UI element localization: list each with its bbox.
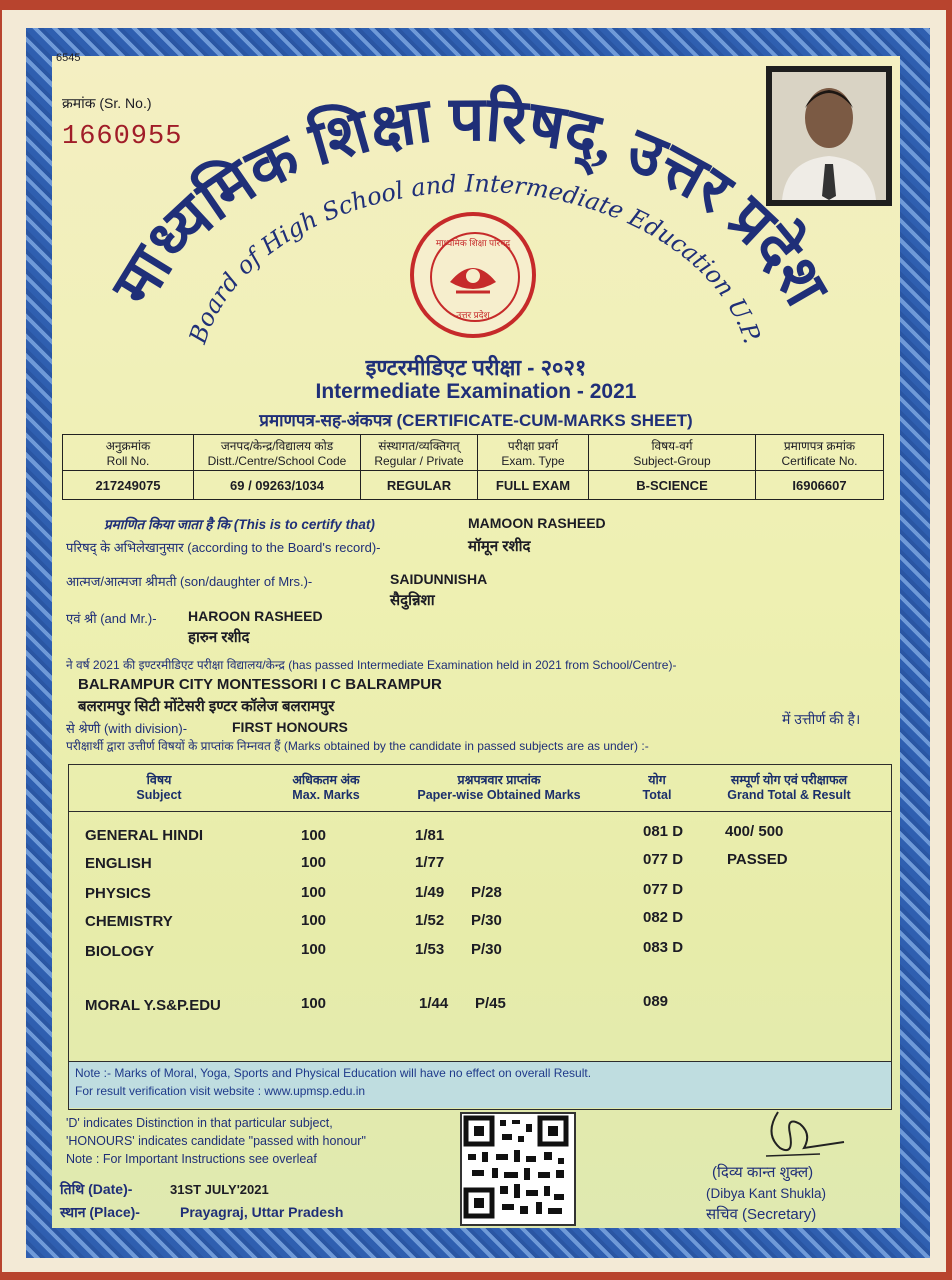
corner-code: 6545 [56,52,81,64]
header-max-marks: अधिकतम अंक Max. Marks [292,773,360,802]
info-table [62,434,884,500]
candidate-name-en: MAMOON RASHEED [468,515,606,531]
paper1-cell: 1/77 [415,854,445,871]
note-band [69,1061,891,1108]
exam-english-title: Intermediate Examination - 2021 [315,380,637,403]
info-header-row [63,435,884,471]
father-name-en: HAROON RASHEED [188,608,323,624]
total-cell: 083 D [643,939,684,956]
secretary-name-hi: (दिव्य कान्त शुक्ल) [712,1164,814,1181]
header-subject-group: विषय-वर्ग Subject-Group [589,435,756,471]
header-grand-total: सम्पूर्ण योग एवं परीक्षाफल Grand Total & Result [727,773,851,802]
father-label: एवं श्री (and Mr.)- [66,611,157,626]
secretary-designation: सचिव (Secretary) [706,1206,817,1223]
division: FIRST HONOURS [232,719,348,735]
total-cell: 082 D [643,909,684,926]
subject-group: B-SCIENCE [589,471,756,500]
mother-name-hi: सैदुन्निशा [390,592,435,609]
result: PASSED [727,851,788,868]
legend-instructions: Note : For Important Instructions see overleaf [66,1152,317,1166]
certificate-no: I6906607 [756,471,884,500]
marks-table [68,764,892,1110]
header-subject: विषय Subject [136,773,182,802]
total-cell: 081 D [643,823,684,840]
record-label: परिषद् के अभिलेखानुसार (according to the Board's record)- [66,540,381,555]
total-cell: 077 D [643,851,684,868]
subject-cell: MORAL Y.S&P.EDU [85,997,221,1014]
paper1-cell: 1/53 [415,941,445,958]
info-value-row [63,471,884,500]
issue-date: 31ST JULY'2021 [170,1182,269,1197]
mother-label: आत्मज/आत्मजा श्रीमती (son/daughter of Mrs.)- [66,574,313,589]
subject-cell: ENGLISH [85,855,152,872]
marks-header [69,765,891,812]
max-cell: 100 [301,941,327,958]
board-english-title: Board of High School and Intermediate Education U.P. [183,169,767,347]
header-paper-marks: प्रश्नपत्रवार प्राप्तांक Paper-wise Obtained Marks [417,773,581,802]
secretary-name-en: (Dibya Kant Shukla) [706,1186,827,1201]
serial-number: 1660955 [62,122,183,152]
emblem-icon [446,252,500,302]
max-cell: 100 [301,912,327,929]
total-cell: 089 [643,993,669,1010]
verification-note: For result verification visit website : www.upmsp.edu.in [75,1084,366,1098]
seal-bottom-text: उत्तर प्रदेश [456,310,490,320]
school-code: 69 / 09263/1034 [194,471,361,500]
header-roll: अनुक्रमांक Roll No. [63,435,194,471]
board-seal [410,212,536,338]
subject-cell: PHYSICS [85,885,151,902]
max-cell: 100 [301,995,327,1012]
serial-label: क्रमांक (Sr. No.) [62,95,152,111]
paper2-cell: P/30 [471,941,502,958]
exam-type: FULL EXAM [478,471,589,500]
regular-private: REGULAR [361,471,478,500]
father-name-hi: हारुन रशीद [188,629,250,646]
marks-line: परीक्षार्थी द्वारा उत्तीर्ण विषयों के प्राप्तांक निम्नवत हैं (Marks obtained by the candidate in passed subjects are as under) :- [66,739,649,753]
signature [760,1104,850,1164]
paper2-cell: P/30 [471,912,502,929]
certify-label: प्रमाणित किया जाता है कि (This is to certify that) [104,517,375,532]
passed-line: ने वर्ष 2021 की इण्टरमीडिएट परीक्षा विद्यालय/केन्द्र (has passed Intermediate Examination held in 2021 from School/Centre)- [66,658,677,672]
seal-top-text: माध्यमिक शिक्षा परिषद् [435,238,511,248]
place-label: स्थान (Place)- [60,1204,140,1220]
header-certificate-no: प्रमाणपत्र क्रमांक Certificate No. [756,435,884,471]
paper1-cell: 1/49 [415,884,445,901]
qr-code [460,1112,576,1226]
division-label: से श्रेणी (with division)- [66,721,188,736]
total-cell: 077 D [643,881,684,898]
exam-hindi-title: इण्टरमीडिएट परीक्षा - २०२१ [365,355,587,380]
max-cell: 100 [301,827,327,844]
date-label: तिथि (Date)- [60,1181,133,1197]
paper2-cell: P/28 [471,884,502,901]
paper1-cell: 1/52 [415,912,445,929]
header-code: जनपद/केन्द्र/विद्यालय कोड Distt./Centre/School Code [194,435,361,471]
legend-honours: 'HONOURS' indicates candidate "passed with honour" [66,1134,366,1148]
mother-name-en: SAIDUNNISHA [390,571,488,587]
subject-cell: BIOLOGY [85,943,155,960]
roll-no: 217249075 [63,471,194,500]
paper2-cell: P/45 [475,995,506,1012]
issue-place: Prayagraj, Uttar Pradesh [180,1204,344,1220]
header-exam-type: परीक्षा प्रवर्ग Exam. Type [478,435,589,471]
paper1-cell: 1/81 [415,827,445,844]
grand-total: 400/ 500 [725,823,784,840]
board-hindi-title: माध्यमिक शिक्षा परिषद्, उत्तर प्रदेश [100,85,840,318]
legend-distinction: 'D' indicates Distinction in that particular subject, [66,1116,333,1130]
doc-type: प्रमाणपत्र-सह-अंकपत्र (CERTIFICATE-CUM-MARKS SHEET) [259,411,693,430]
subject-cell: CHEMISTRY [85,913,173,930]
header-regular: संस्थागत/व्यक्तिगत् Regular / Private [361,435,478,471]
header-total: योग Total [642,773,672,802]
school-name-hi: बलरामपुर सिटी मोंटेसरी इण्टर कॉलेज बलरामपुर [78,698,335,715]
school-name-en: BALRAMPUR CITY MONTESSORI I C BALRAMPUR [78,676,442,693]
moral-note: Note :- Marks of Moral, Yoga, Sports and Physical Education will have no effect on overall Result. [75,1066,592,1080]
subject-cell: GENERAL HINDI [85,827,204,844]
max-cell: 100 [301,854,327,871]
candidate-name-hi: मॉमून रशीद [468,538,531,555]
paper1-cell: 1/44 [419,995,449,1012]
max-cell: 100 [301,884,327,901]
passed-suffix: में उत्तीर्ण की है। [782,711,861,727]
